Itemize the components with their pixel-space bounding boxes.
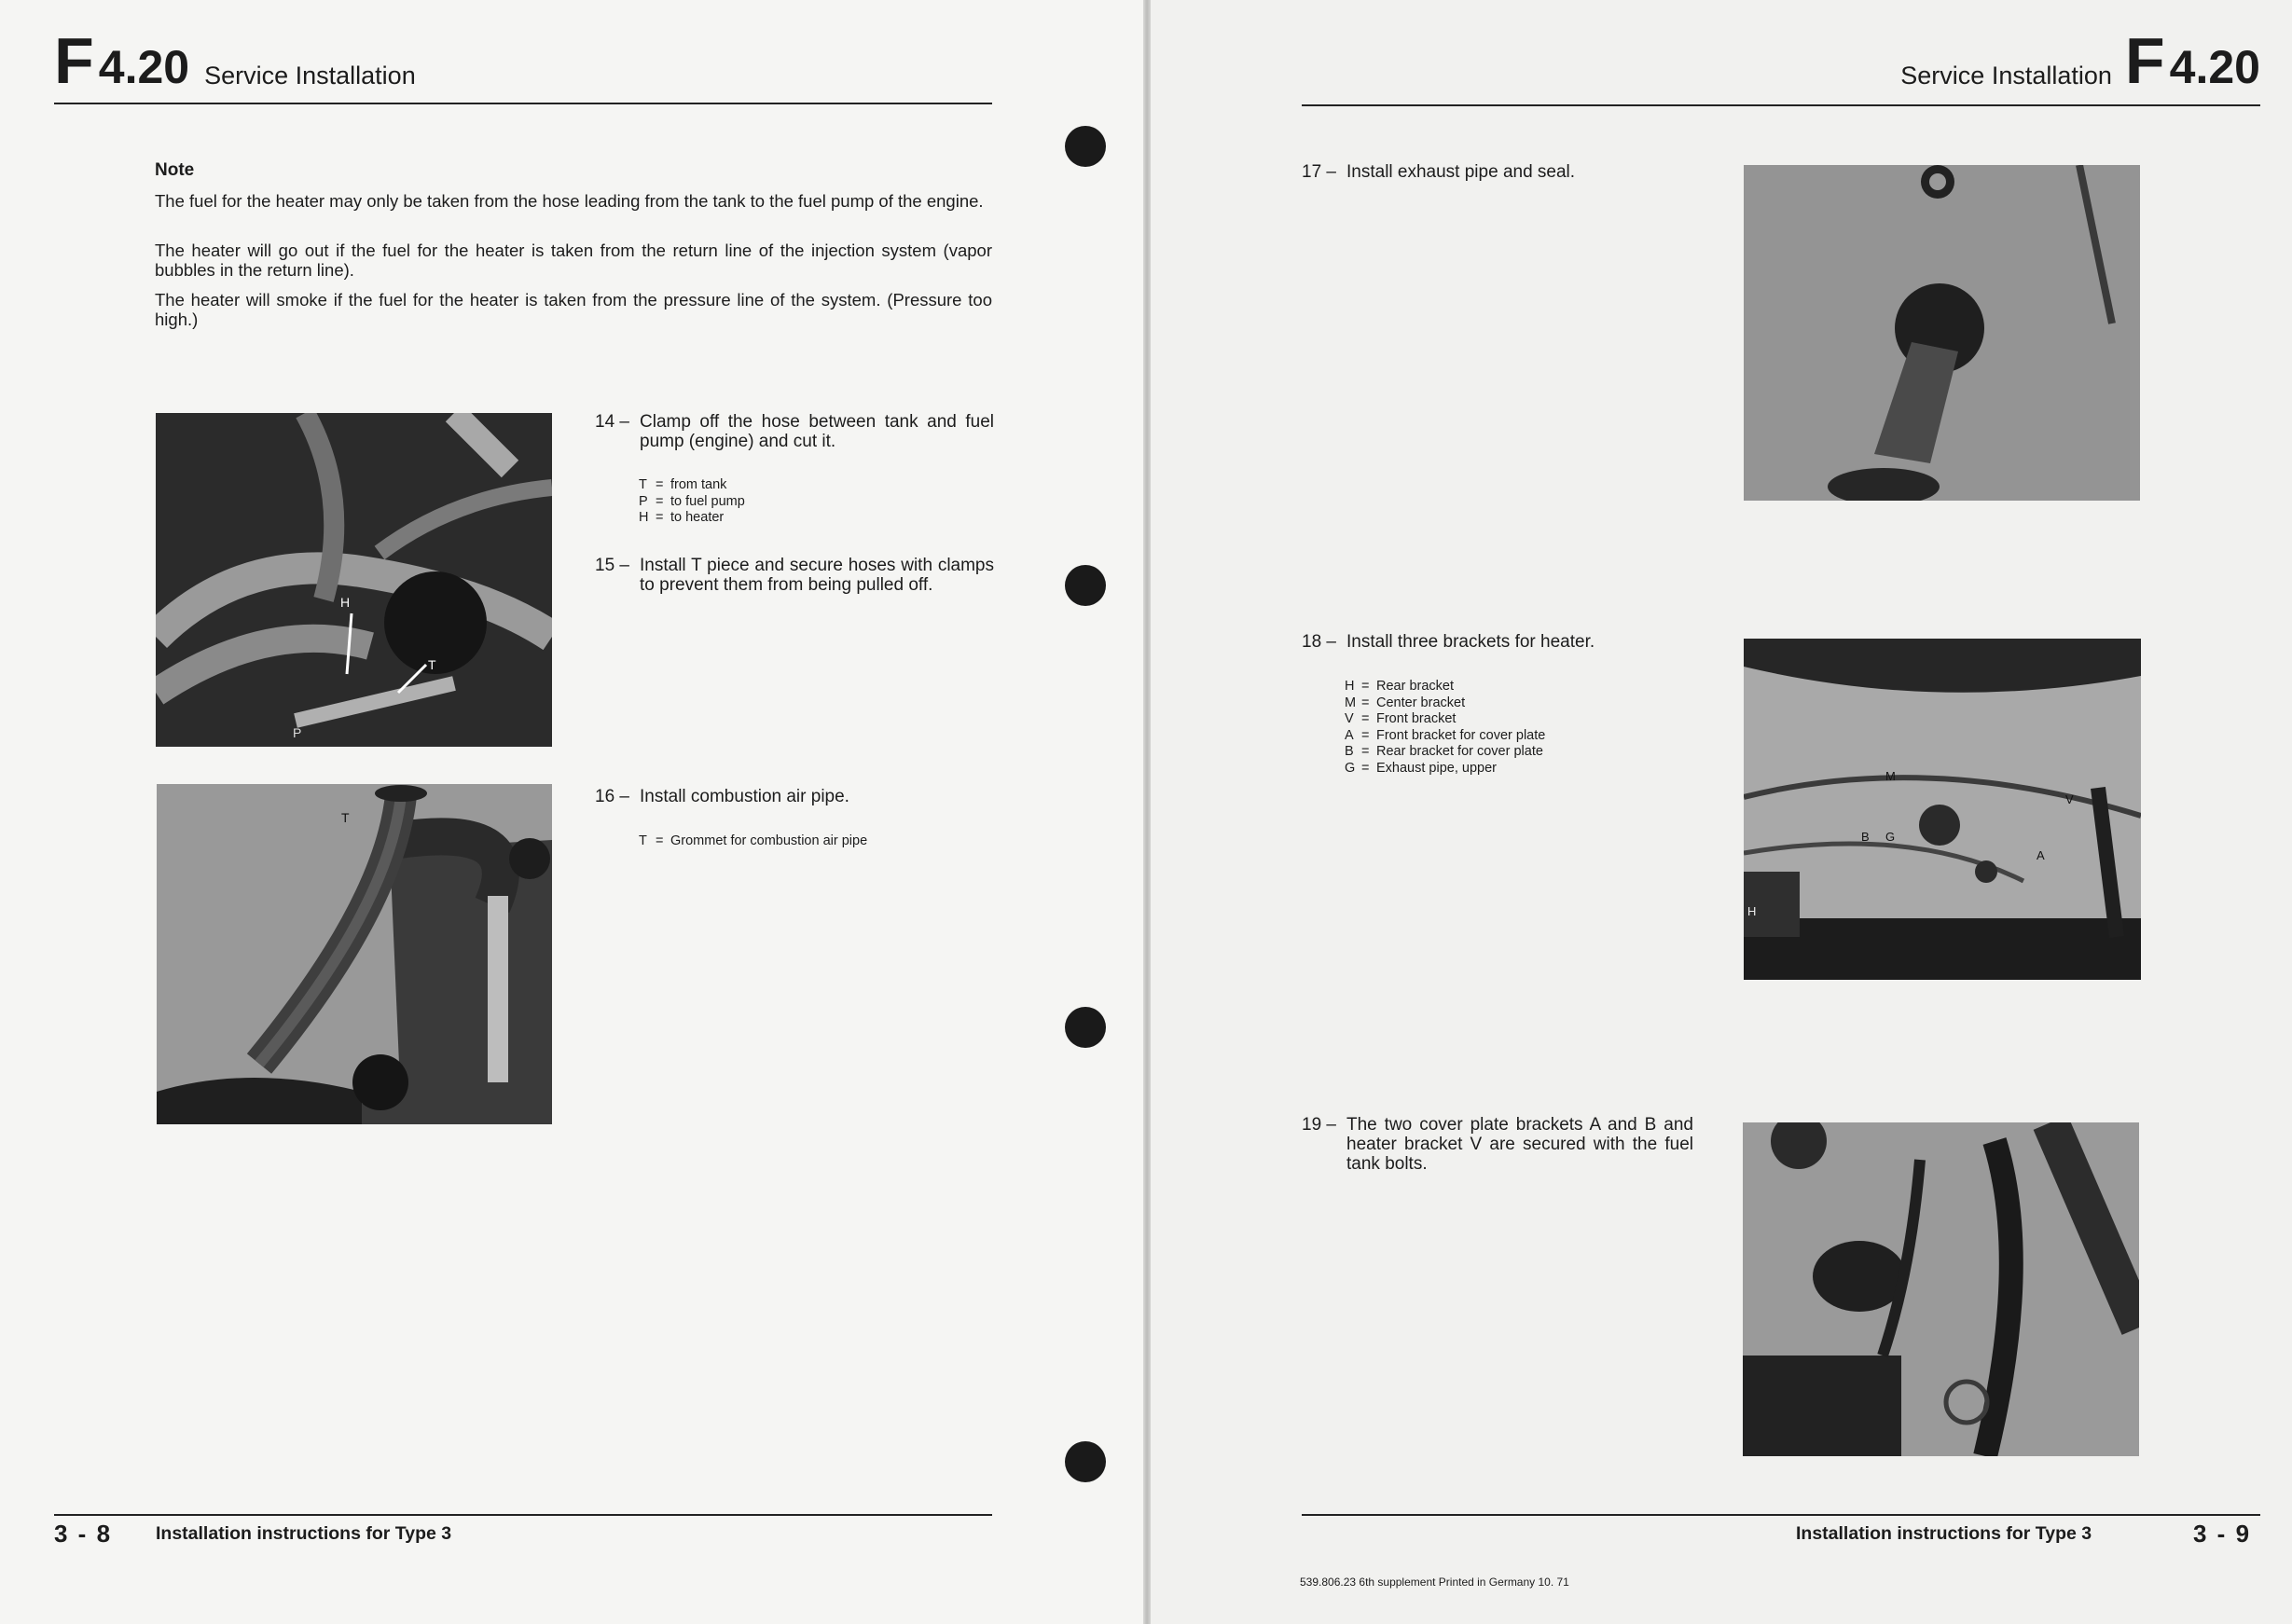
photo-label-p: P [293,725,302,740]
binder-hole [1065,1007,1106,1048]
footer-title: Installation instructions for Type 3 [156,1523,452,1544]
step-text: Clamp off the hose between tank and fuel pump (engine) and cut it. [640,412,994,451]
legend-value: to fuel pump [670,493,745,509]
legend-row [639,494,745,511]
photo-label-h: H [1747,904,1757,918]
binder-hole [1065,126,1106,167]
binder-hole [1065,565,1106,606]
page-title: Service Installation [204,62,416,89]
legend-key: A [1345,727,1354,743]
photo-label-m: M [1885,769,1896,783]
left-page [0,0,1143,1624]
photo-combustion-air-pipe [157,784,552,1124]
legend-key: G [1345,760,1356,776]
page-number: 3 - 9 [2193,1520,2252,1548]
step-15 [595,556,994,595]
right-header [1900,24,2260,97]
binder-hole [1065,1441,1106,1482]
step-number: 18 – [1302,632,1336,652]
step-16 [595,787,994,806]
legend-value: Front bracket [1376,711,1457,726]
legend-row [639,833,867,850]
step-number: 14 – [595,412,629,432]
legend-key: T [639,833,647,848]
legend-step-14 [639,477,745,527]
note-paragraph: The heater will go out if the fuel for the heater is taken from the return line of the injection system (vapor bubbles in the return line). [155,241,992,280]
step-text: Install three brackets for heater. [1346,632,1595,652]
photo-fuel-hoses [156,413,552,747]
section-number: 4.20 [2169,41,2260,93]
legend-row [1345,761,1545,778]
footer-rule [54,1514,992,1516]
legend-key: P [639,493,648,509]
legend-row [639,510,745,527]
legend-key: T [639,477,647,492]
legend-equals: = [1361,727,1370,743]
step-text: Install exhaust pipe and seal. [1346,162,1576,182]
legend-value: Front bracket for cover plate [1376,727,1546,743]
section-letter: F [54,24,93,97]
legend-key: V [1345,711,1354,726]
photo-label-b: B [1861,830,1870,844]
note-paragraph: The heater will smoke if the fuel for the heater is taken from the pressure line of the system. (Pressure too high.) [155,290,992,329]
step-17 [1302,162,1675,182]
left-header [54,24,416,97]
page-number: 3 - 8 [54,1520,113,1548]
legend-row [1345,695,1545,712]
legend-row [1345,711,1545,728]
right-page [1151,0,2292,1624]
legend-equals: = [656,493,664,509]
legend-key: B [1345,744,1354,759]
photo-label-h: H [340,595,351,610]
photo-label-t: T [428,657,436,672]
step-number: 16 – [595,787,629,806]
photo-fuel-tank-bolts [1743,1122,2139,1456]
section-letter: F [2124,24,2164,97]
section-number: 4.20 [98,41,190,93]
step-text: Install combustion air pipe. [640,787,849,806]
legend-row [1345,728,1545,745]
legend-equals: = [656,510,664,525]
legend-step-18 [1345,679,1545,777]
legend-row [1345,679,1545,695]
photo-label-g: G [1885,830,1896,844]
step-number: 15 – [595,556,629,575]
legend-equals: = [656,833,664,848]
legend-equals: = [656,477,664,492]
legend-value: Exhaust pipe, upper [1376,760,1497,776]
photo-label-a: A [2037,848,2045,862]
photo-exhaust-pipe [1744,165,2140,501]
legend-value: Rear bracket [1376,679,1455,694]
step-number: 19 – [1302,1115,1336,1135]
legend-row [1345,744,1545,761]
legend-row [639,477,745,494]
legend-value: Center bracket [1376,695,1466,710]
legend-key: M [1345,695,1357,710]
book-gutter [1143,0,1151,1624]
step-number: 17 – [1302,162,1336,182]
step-text: The two cover plate brackets A and B and heater bracket V are secured with the fuel tank bolts. [1346,1115,1693,1174]
legend-equals: = [1361,695,1370,710]
legend-value: from tank [670,477,727,492]
imprint-line: 539.806.23 6th supplement Printed in Germany 10. 71 [1300,1576,1569,1589]
legend-step-16 [639,833,867,850]
footer-rule [1302,1514,2260,1516]
photo-label-t: T [341,810,350,825]
note-title: Note [155,160,195,180]
legend-key: H [639,510,649,525]
note-paragraph: The fuel for the heater may only be taken from the hose leading from the tank to the fuel pump of the engine. [155,191,984,211]
legend-equals: = [1361,760,1370,776]
header-rule [54,103,992,104]
legend-value: Grommet for combustion air pipe [670,833,868,848]
legend-equals: = [1361,744,1370,759]
step-text: Install T piece and secure hoses with clamps to prevent them from being pulled off. [640,556,994,595]
legend-key: H [1345,679,1355,694]
header-rule [1302,104,2260,106]
legend-equals: = [1361,679,1370,694]
photo-label-v: V [2065,792,2074,806]
legend-equals: = [1361,711,1370,726]
legend-value: to heater [670,510,725,525]
step-19 [1302,1115,1693,1174]
legend-value: Rear bracket for cover plate [1376,744,1543,759]
step-14 [595,412,994,451]
step-18 [1302,632,1675,652]
photo-heater-brackets [1744,639,2141,980]
footer-title: Installation instructions for Type 3 [1796,1523,2092,1544]
page-title: Service Installation [1900,62,2112,89]
